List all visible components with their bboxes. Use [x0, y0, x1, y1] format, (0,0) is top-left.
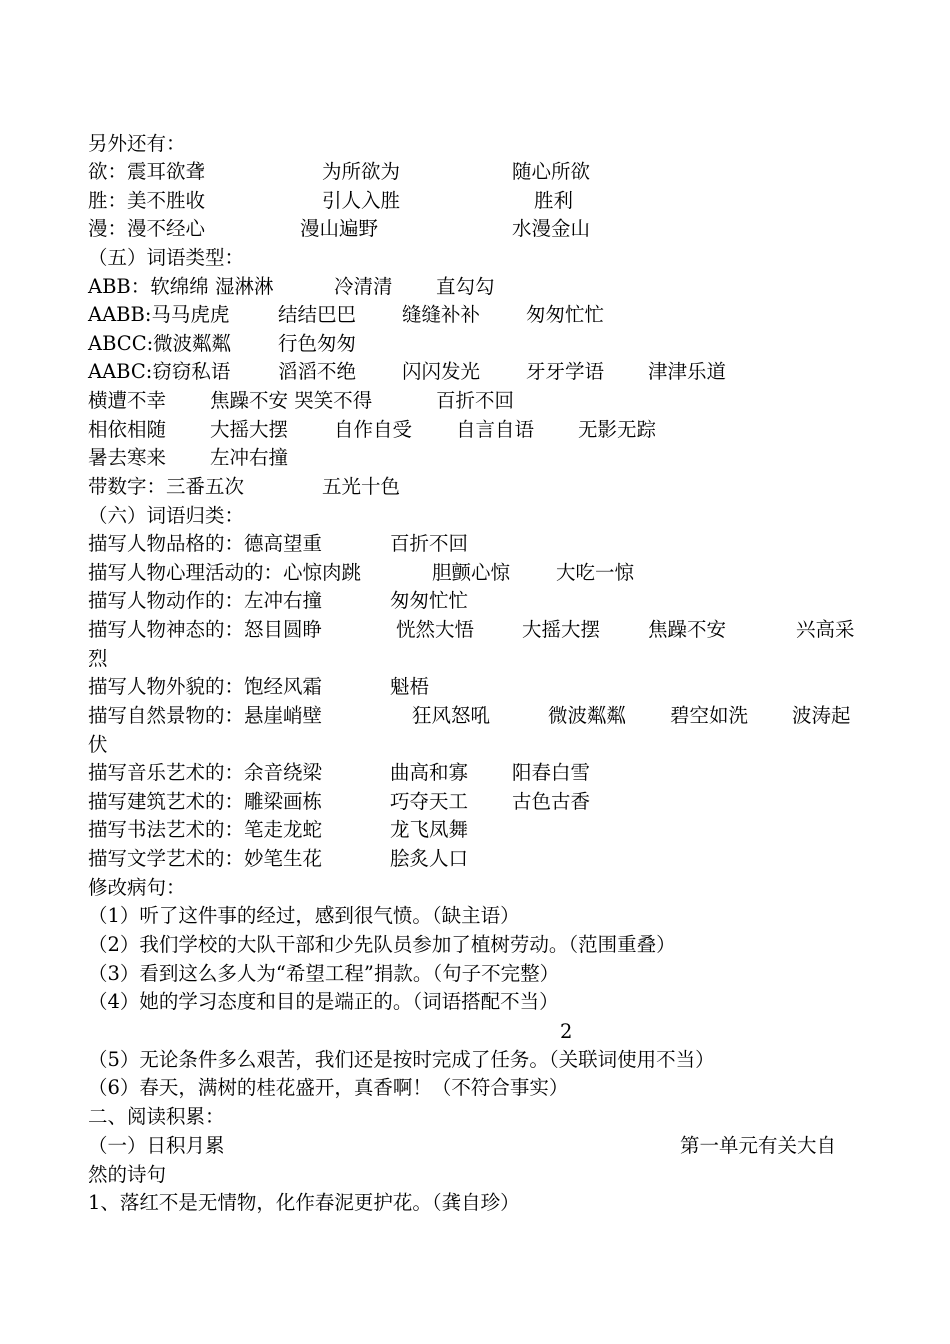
text-segment: 大摇大摆 [522, 618, 601, 641]
text-segment: 魁梧 [390, 675, 430, 698]
text-segment: 描写人物神态的：怒目圆睁 [88, 618, 323, 641]
text-segment: 闪闪发光 [402, 360, 481, 383]
text-segment: 左冲右撞 [210, 446, 289, 469]
text-segment: 结结巴巴 [278, 303, 357, 326]
text-line [88, 758, 868, 787]
text-segment: 描写文学艺术的：妙笔生花 [88, 847, 323, 870]
text-line [88, 386, 868, 415]
text-segment: 自言自语 [456, 418, 535, 441]
text-segment: 百折不回 [390, 532, 469, 555]
text-line [88, 472, 868, 501]
text-segment: 描写音乐艺术的：余音绕梁 [88, 761, 323, 784]
text-line [88, 1045, 868, 1074]
text-segment: 暑去寒来 [88, 446, 167, 469]
text-line [88, 129, 868, 158]
text-segment: 胜：美不胜收 [88, 189, 206, 212]
text-segment: 漫：漫不经心 [88, 217, 206, 240]
text-line [88, 558, 868, 587]
text-line [88, 844, 868, 873]
text-segment: （2）我们学校的大队干部和少先队员参加了植树劳动。（范围重叠） [88, 933, 676, 956]
text-line [88, 243, 868, 272]
text-segment: 胜利 [534, 189, 574, 212]
text-segment: （4）她的学习态度和目的是端正的。（词语搭配不当） [88, 990, 559, 1013]
text-line [88, 1131, 868, 1160]
text-line [88, 157, 868, 186]
section-heading: （六）词语归类： [88, 504, 245, 527]
text-segment: （6）春天，满树的桂花盛开，真香啊！（不符合事实） [88, 1076, 569, 1099]
text-segment: 脍炙人口 [390, 847, 469, 870]
text-segment: 焦躁不安 哭笑不得 [210, 389, 373, 412]
text-line [88, 901, 868, 930]
text-line [88, 959, 868, 988]
section-heading: 二、阅读积累： [88, 1105, 225, 1128]
text-segment: 相依相随 [88, 418, 167, 441]
text-segment: 五光十色 [322, 475, 401, 498]
text-line [88, 329, 868, 358]
text-segment: ABCC:微波粼粼 [88, 332, 232, 355]
text-segment: 描写人物心理活动的：心惊肉跳 [88, 561, 362, 584]
text-segment: 为所欲为 [322, 160, 401, 183]
text-line [88, 1160, 868, 1189]
text-segment: （5）无论条件多么艰苦，我们还是按时完成了任务。（关联词使用不当） [88, 1048, 715, 1071]
text-line [88, 815, 868, 844]
section-heading: （一）日积月累 [88, 1134, 225, 1157]
text-segment: 巧夺天工 [390, 790, 469, 813]
text-segment: 描写自然景物的：悬崖峭壁 [88, 704, 323, 727]
text-segment: 无影无踪 [578, 418, 657, 441]
text-line [88, 987, 868, 1016]
text-line [88, 300, 868, 329]
text-segment: 描写人物外貌的：饱经风霜 [88, 675, 323, 698]
text-segment: 大吃一惊 [556, 561, 635, 584]
text-segment: 随心所欲 [512, 160, 591, 183]
text-line [88, 586, 868, 615]
text-segment: 横遭不幸 [88, 389, 167, 412]
text-segment: 碧空如洗 [670, 704, 749, 727]
text-segment: 描写人物动作的：左冲右撞 [88, 589, 323, 612]
text-segment: 焦躁不安 [648, 618, 727, 641]
text-segment: 恍然大悟 [396, 618, 475, 641]
text-segment: 大摇大摆 [210, 418, 289, 441]
text-segment: 微波粼粼 [548, 704, 627, 727]
text-line [88, 730, 868, 759]
text-line [88, 186, 868, 215]
section-heading: 修改病句： [88, 876, 186, 899]
text-line [88, 672, 868, 701]
text-line [88, 415, 868, 444]
text-line [88, 701, 868, 730]
text-segment: 牙牙学语 [526, 360, 605, 383]
text-segment: 1、落红不是无情物，化作春泥更护花。（龚自珍） [88, 1191, 520, 1214]
text-segment: 第一单元有关大自 [680, 1134, 837, 1157]
text-segment: 描写建筑艺术的：雕梁画栋 [88, 790, 323, 813]
text-segment: 匆匆忙忙 [390, 589, 469, 612]
text-segment: 曲高和寡 [390, 761, 469, 784]
text-segment: 引人入胜 [322, 189, 401, 212]
text-segment: 自作自受 [334, 418, 413, 441]
text-line [88, 930, 868, 959]
text-segment: 直勾勾 [436, 275, 495, 298]
text-segment: 行色匆匆 [278, 332, 357, 355]
text-segment: 伏 [88, 733, 108, 756]
text-line [88, 644, 868, 673]
text-segment: 然的诗句 [88, 1163, 167, 1186]
text-line [88, 214, 868, 243]
section-heading: （五）词语类型： [88, 246, 245, 269]
text-segment: 古色古香 [512, 790, 591, 813]
text-segment: 津津乐道 [648, 360, 727, 383]
text-line [88, 873, 868, 902]
text-segment: 另外还有： [88, 132, 186, 155]
text-line [88, 1188, 868, 1217]
text-segment: 欲：震耳欲聋 [88, 160, 206, 183]
text-segment: 匆匆忙忙 [526, 303, 605, 326]
text-line [88, 615, 868, 644]
text-segment: AABC:窃窃私语 [88, 360, 231, 383]
text-segment: 烈 [88, 647, 108, 670]
text-segment: 冷清清 [334, 275, 393, 298]
page-number: 2 [560, 1020, 573, 1043]
text-segment: AABB:马马虎虎 [88, 303, 230, 326]
text-segment: （1）听了这件事的经过，感到很气愤。（缺主语） [88, 904, 520, 927]
text-segment: 滔滔不绝 [278, 360, 357, 383]
text-segment: （3）看到这么多人为“希望工程”捐款。（句子不完整） [88, 962, 560, 985]
text-segment: 阳春白雪 [512, 761, 591, 784]
text-line [88, 1073, 868, 1102]
text-segment: 百折不回 [436, 389, 515, 412]
text-segment: 胆颤心惊 [432, 561, 511, 584]
text-line [88, 787, 868, 816]
text-segment: 狂风怒吼 [412, 704, 491, 727]
text-segment: 水漫金山 [512, 217, 591, 240]
text-line [88, 1102, 868, 1131]
text-segment: 带数字：三番五次 [88, 475, 245, 498]
text-segment: 描写人物品格的：德高望重 [88, 532, 323, 555]
text-line [88, 529, 868, 558]
text-segment: 龙飞凤舞 [390, 818, 469, 841]
text-segment: 兴高采 [796, 618, 855, 641]
text-segment: 描写书法艺术的：笔走龙蛇 [88, 818, 323, 841]
text-line [88, 501, 868, 530]
text-segment: ABB：软绵绵 湿淋淋 [88, 275, 274, 298]
text-segment: 缝缝补补 [402, 303, 481, 326]
text-segment: 漫山遍野 [300, 217, 379, 240]
text-segment: 波涛起 [792, 704, 851, 727]
text-line [88, 443, 868, 472]
text-line [88, 272, 868, 301]
text-line [88, 357, 868, 386]
